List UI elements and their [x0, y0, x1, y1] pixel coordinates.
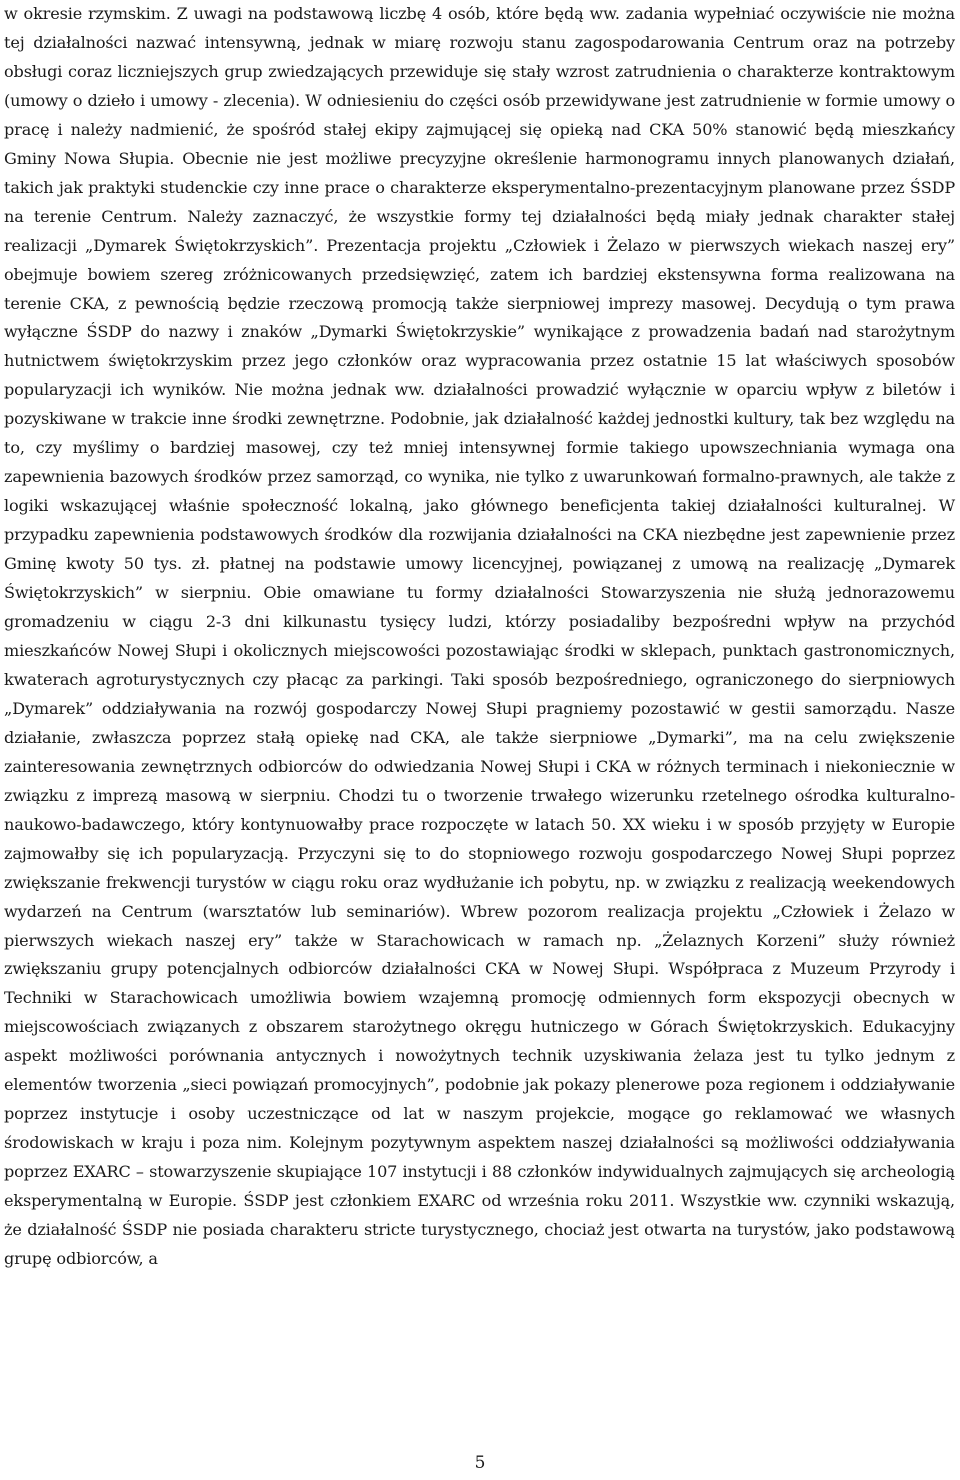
body-paragraph: w okresie rzymskim. Z uwagi na podstawową liczbę 4 osób, które będą ww. zadania wypełniać oczywiście nie można tej działalności nazwać intensywną, jednak w miarę rozwoju stanu zagospodarowania Centrum oraz na potrzeby obsługi coraz liczniejszych grup zwiedzających przewiduje się stały wzrost zatrudnienia o charakterze kontraktowym (umowy o dzieło i umowy - zlecenia). W odniesieniu do części osób przewidywane jest zatrudnienie w formie umowy o pracę i należy nadmienić, że spośród stałej ekipy zajmującej się opieką nad CKA 50% stanowić będą mieszkańcy Gminy Nowa Słupia. Obecnie nie jest możliwe precyzyjne określenie harmonogramu innych planowanych działań, takich jak praktyki studenckie czy inne prace o charakterze eksperymentalno-prezentacyjnym planowane przez ŚSDP na terenie Centrum. Należy zaznaczyć, że wszystkie formy tej działalności będą miały jednak charakter stałej realizacji „Dymarek Świętokrzyskich”. Prezentacja projektu „Człowiek i Żelazo w pierwszych wiekach naszej ery” obejmuje bowiem szereg zróżnicowanych przedsięwzięć, zatem ich bardziej ekstensywna forma realizowana na terenie CKA, z pewnością będzie rzeczową promocją także sierpniowej imprezy masowej. Decydują o tym prawa wyłączne ŚSDP do nazwy i znaków „Dymarki Świętokrzyskie” wynikające z prowadzenia badań nad starożytnym hutnictwem świętokrzyskim przez jego członków oraz wypracowania przez ostatnie 15 lat właściwych sposobów popularyzacji ich wyników. Nie można jednak ww. działalności prowadzić wyłącznie w oparciu wpływ z biletów i pozyskiwane w trakcie inne środki zewnętrzne. Podobnie, jak działalność każdej jednostki kultury, tak bez względu na to, czy myślimy o bardziej masowej, czy też mniej intensywnej formie takiego upowszechniania wymaga ona zapewnienia bazowych środków przez samorząd, co wynika, nie tylko z uwarunkowań formalno-prawnych, ale także z logiki wskazującej właśnie społeczność lokalną, jako głównego beneficjenta takiej działalności kulturalnej. W przypadku zapewnienia podstawowych środków dla rozwijania działalności na CKA niezbędne jest zapewnienie przez Gminę kwoty 50 tys. zł. płatnej na podstawie umowy licencyjnej, powiązanej z umową na realizację „Dymarek Świętokrzyskich” w sierpniu. Obie omawiane tu formy działalności Stowarzyszenia nie służą jednorazowemu gromadzeniu w ciągu 2-3 dni kilkunastu tysięcy ludzi, którzy posiadaliby bezpośredni wpływ na przychód mieszkańców Nowej Słupi i okolicznych miejscowości pozostawiając środki w sklepach, punktach gastronomicznych, kwaterach agroturystycznych czy płacąc za parkingi. Taki sposób bezpośredniego, ograniczonego do sierpniowych „Dymarek” oddziaływania na rozwój gospodarczy Nowej Słupi pragniemy pozostawić w gestii samorządu. Nasze działanie, zwłaszcza poprzez stałą opiekę nad CKA, ale także sierpniowe „Dymarki”, ma na celu zwiększenie zainteresowania zewnętrznych odbiorców do odwiedzania Nowej Słupi i CKA w różnych terminach i niekoniecznie w związku z imprezą masową w sierpniu. Chodzi tu o tworzenie trwałego wizerunku rzetelnego ośrodka kulturalno-naukowo-badawczego, który kontynuowałby prace rozpoczęte w latach 50. XX wieku i w sposób przyjęty w Europie zajmowałby się ich popularyzacją. Przyczyni się to do stopniowego rozwoju gospodarczego Nowej Słupi poprzez zwiększanie frekwencji turystów w ciągu roku oraz wydłużanie ich pobytu, np. w związku z realizacją weekendowych wydarzeń na Centrum (warsztatów lub seminariów). Wbrew pozorom realizacja projektu „Człowiek i Żelazo w pierwszych wiekach naszej ery” także w Starachowicach w ramach np. „Żelaznych Korzeni” służy również zwiększaniu grupy potencjalnych odbiorców działalności CKA w Nowej Słupi. Współpraca z Muzeum Przyrody i Techniki w Starachowicach umożliwia bowiem wzajemną promocję odmiennych form ekspozycji obecnych w miejscowościach związanych z obszarem starożytnego okręgu hutniczego w Górach Świętokrzyskich. Edukacyjny aspekt możliwości porównania antycznych i nowożytnych technik uzyskiwania żelaza jest tu tylko jednym z elementów tworzenia „sieci powiązań promocyjnych”, podobnie jak pokazy plenerowe poza regionem i oddziaływanie poprzez instytucje i osoby uczestniczące od lat w naszym projekcie, mogące go reklamować we własnych środowiskach w kraju i poza nim. Kolejnym pozytywnym aspektem naszej działalności są możliwości oddziaływania poprzez EXARC – stowarzyszenie skupiające 107 instytucji i 88 członków indywidualnych zajmujących się archeologią eksperymentalną w Europie. ŚSDP jest członkiem EXARC od września roku 2011. Wszystkie ww. czynniki wskazują, że działalność ŚSDP nie posiada charakteru stricte turystycznego, chociaż jest otwarta na turystów, jako podstawową grupę odbiorców, a — [4, 4, 955, 1268]
page-number: 5 — [474, 1453, 486, 1473]
